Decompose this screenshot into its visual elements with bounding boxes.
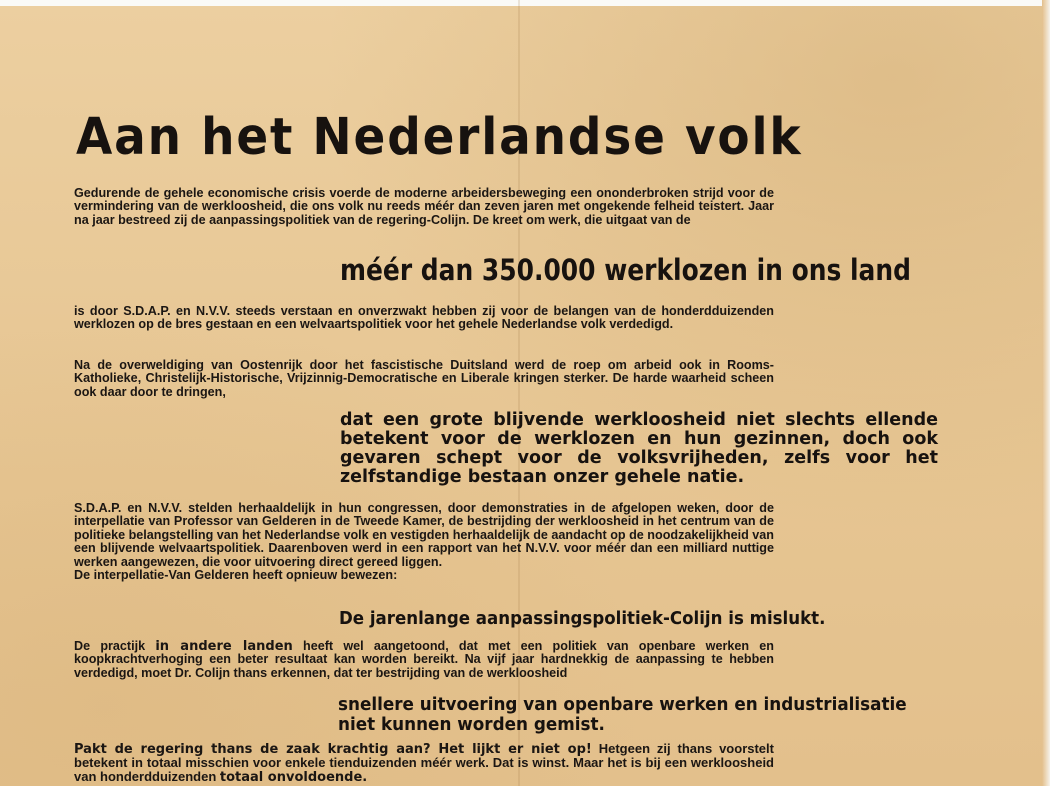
government-text: Hetgeen zij thans voorstelt betekent in totaal misschien voor enkele tienduizenden méér werk. Dat is winst. Maar het is bij een werkloosheid van honderdduizenden: [74, 741, 774, 784]
quote-line: betekent voor de werklozen en hun gezinnen, doch ook: [340, 429, 938, 449]
government-emphasis: totaal onvoldoende.: [219, 769, 368, 785]
practice-text-a: De practijk: [74, 639, 156, 653]
paper-top-edge: [0, 0, 1050, 6]
practice-emphasis: in andere landen: [155, 639, 293, 654]
paragraph-austria: Na de overweldiging van Oostenrijk door het fascistische Duitsland werd de roep om arbeid ook in Rooms-Katholieke, Christelijk-Historische, Vrijzinnig-Democratische en Liberale kringen sterker. De harde waarheid scheen ook daar door te dringen,: [74, 358, 774, 399]
government-question: Pakt de regering thans de zaak krachtig aan? Het lijkt er niet op!: [74, 742, 592, 757]
paper-right-edge: [1042, 0, 1050, 786]
headline-public-works: [338, 695, 938, 735]
page-title: Aan het Nederlandse volk: [76, 108, 803, 167]
headline-public-works-line: snellere uitvoering van openbare werken en industrialisatie: [338, 695, 907, 715]
paragraph-interpellation: De interpellatie-Van Gelderen heeft opnieuw bewezen:: [74, 568, 398, 583]
quote-line: zelfstandige bestaan onzer gehele natie.: [340, 467, 745, 487]
quote-block: [340, 411, 938, 487]
quote-line: gevaren schept voor de volksvrijheden, zelfs voor het: [340, 448, 938, 468]
paragraph-practice: [74, 640, 774, 680]
headline-unemployed: méér dan 350.000 werklozen in ons land: [340, 253, 911, 287]
headline-public-works-line: niet kunnen worden gemist.: [338, 715, 605, 735]
practice-text-c: heeft wel aangetoond, dat met een politiek van openbare werken en koopkrachtverhoging een beter resultaat kan worden bereikt. Na vijf jaar hardnekkig de aanpassing te hebben verdedigd, moet Dr. Colijn thans erkennen, dat ter bestrijding van de werkloosheid: [74, 639, 774, 680]
paragraph-intro: Gedurende de gehele economische crisis voerde de moderne arbeidersbeweging een ononderbroken strijd voor de vermindering van de werkloosheid, die ons volk nu reeds méér dan zeven jaren met ongekende felheid teistert. Jaar na jaar bestreed zij de aanpassingspolitiek van de regering-Colijn. De kreet om werk, die uitgaat van de: [74, 186, 774, 227]
paragraph-congresses: [74, 502, 774, 582]
paragraph-sdap: is door S.D.A.P. en N.V.V. steeds verstaan en onverzwakt hebben zij voor de belangen van de honderdduizenden werklozen op de bres gestaan en een welvaartspolitiek voor het gehele Nederlandse volk verdedigd.: [74, 304, 774, 332]
headline-colijn-failed: De jarenlange aanpassingspolitiek-Colijn is mislukt.: [339, 609, 826, 629]
paragraph-government: [74, 742, 774, 784]
paragraph-congresses-text: S.D.A.P. en N.V.V. stelden herhaaldelijk in hun congressen, door demonstraties in de afgelopen weken, door de interpellatie van Professor van Gelderen in de Tweede Kamer, de bestrijding der werkloosheid in het centrum van de politieke belangstelling van het Nederlandse volk en vestigden herhaaldelijk de aandacht op de noodzakelijkheid van een blijvende welvaartspolitiek. Daarenboven werd in een rapport van het N.V.V. voor méér dan een milliard nuttige werken aangewezen, die voor uitvoering direct gereed liggen.: [74, 501, 774, 569]
quote-line: dat een grote blijvende werkloosheid niet slechts ellende: [340, 410, 938, 430]
